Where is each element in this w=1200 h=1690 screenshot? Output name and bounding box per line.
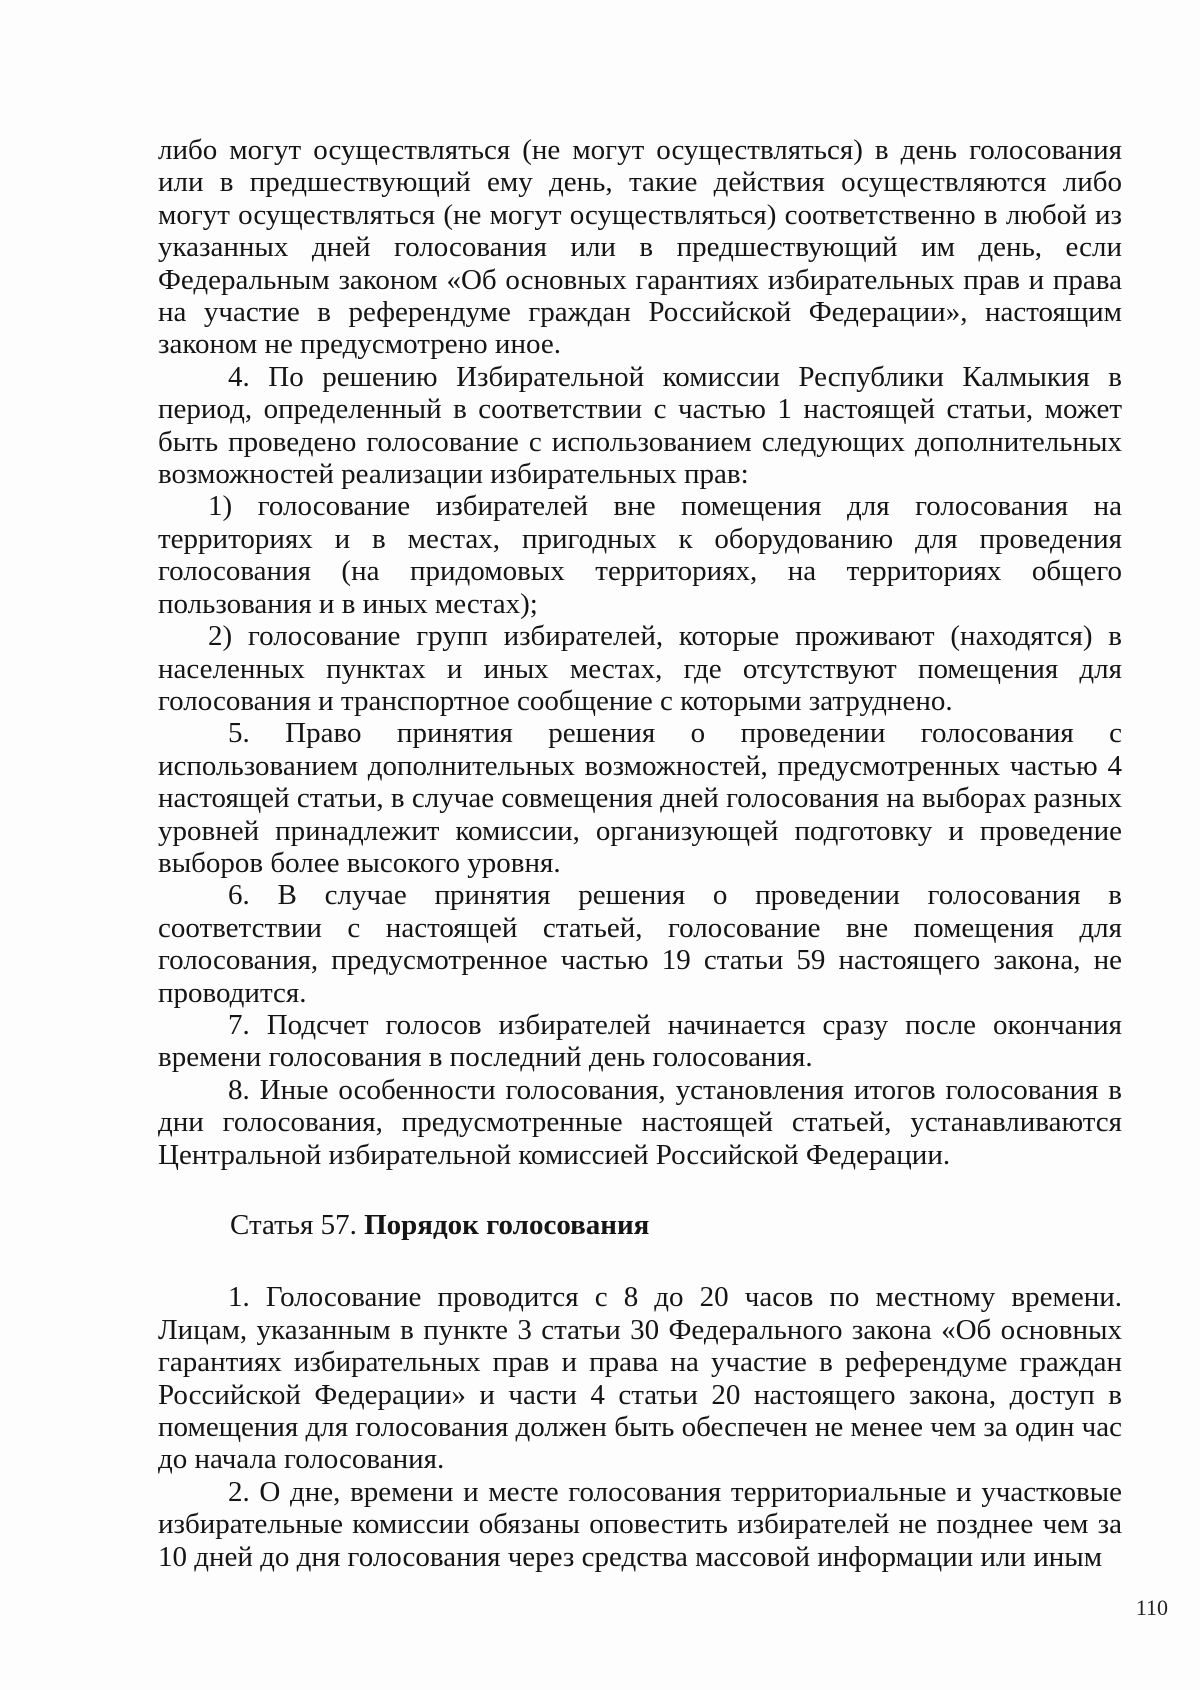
article-heading [158, 1209, 1122, 1241]
document-body [158, 134, 1122, 1573]
page-number: 110 [1135, 1595, 1168, 1620]
document-paragraph: 6. В случае принятия решения о проведении голосования в соответствии с настоящей статьей, голосование вне помещения для голосования, предусмотренное частью 19 статьи 59 настоящего закона, не проводится. [158, 879, 1122, 1009]
document-paragraph: 5. Право принятия решения о проведении голосования с использованием дополнительных возможностей, предусмотренных частью 4 настоящей статьи, в случае совмещения дней голосования на выборах разных уровней принадлежит комиссии, организующей подготовку и проведение выборов более высокого уровня. [158, 717, 1122, 879]
document-paragraph: 1. Голосование проводится с 8 до 20 часов по местному времени. Лицам, указанным в пункте 3 статьи 30 Федерального закона «Об основных гарантиях избирательных прав и права на участие в референдуме граждан Российской Федерации» и части 4 статьи 20 настоящего закона, доступ в помещения для голосования должен быть обеспечен не менее чем за один час до начала голосования. [158, 1281, 1122, 1476]
document-paragraph: 4. По решению Избирательной комиссии Республики Калмыкия в период, определенный в соответствии с частью 1 настоящей статьи, может быть проведено голосование с использованием следующих дополнительных возможностей реализации избирательных прав: [158, 360, 1122, 491]
document-paragraph: 2) голосование групп избирателей, которые проживают (находятся) в населенных пунктах и иных местах, где отсутствуют помещения для голосования и транспортное сообщение с которыми затруднено. [158, 620, 1122, 717]
article-number: Статья 57. [230, 1209, 357, 1241]
paragraphs-after-heading [158, 1281, 1122, 1573]
document-paragraph: 8. Иные особенности голосования, установления итогов голосования в дни голосования, предусмотренные настоящей статьей, устанавливаются Центральной избирательной комиссией Российской Федерации. [158, 1073, 1122, 1171]
document-paragraph: 1) голосование избирателей вне помещения для голосования на территориях и в местах, пригодных к оборудованию для проведения голосования (на придомовых территориях, на территориях общего пользования и в иных местах); [158, 490, 1122, 620]
document-paragraph: либо могут осуществляться (не могут осуществляться) в день голосования или в предшествующий ему день, такие действия осуществляются либо могут осуществляться (не могут осуществляться) соответственно в любой из указанных дней голосования или в предшествующий им день, если Федеральным законом «Об основных гарантиях избирательных прав и права на участие в референдуме граждан Российской Федерации», настоящим законом не предусмотрено иное. [158, 134, 1122, 361]
paragraphs-before-heading [158, 134, 1122, 1171]
document-paragraph: 2. О дне, времени и месте голосования территориальные и участковые избирательные комиссии обязаны оповестить избирателей не позднее чем за 10 дней до дня голосования через средства массовой информации или иным [158, 1475, 1122, 1573]
document-paragraph: 7. Подсчет голосов избирателей начинается сразу после окончания времени голосования в последний день голосования. [158, 1008, 1122, 1074]
article-title: Порядок голосования [364, 1209, 650, 1241]
